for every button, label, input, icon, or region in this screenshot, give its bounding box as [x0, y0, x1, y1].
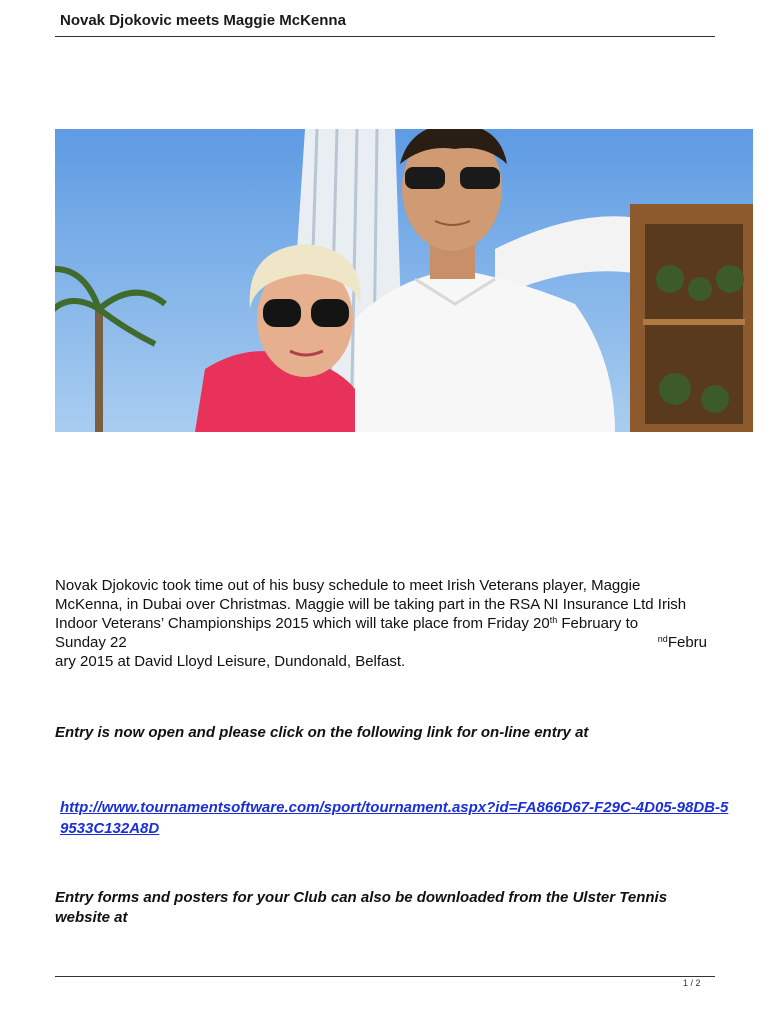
paragraph-line: [55, 633, 715, 652]
entry-open-notice: Entry is now open and please click on the following link for on-line entry at: [55, 724, 589, 741]
paragraph-fragment: Indoor Veterans’ Championships 2015 which will take place from Friday 20: [55, 615, 550, 632]
paragraph-line: ary 2015 at David Lloyd Leisure, Dundonald, Belfast.: [55, 653, 406, 670]
entry-forms-notice: Entry forms and posters for your Club can also be downloaded from the Ulster Tennis website at: [55, 889, 668, 926]
ordinal-superscript: th: [549, 615, 558, 625]
ordinal-superscript: nd: [657, 634, 668, 644]
paragraph-line: McKenna, in Dubai over Christmas. Maggie will be taking part in the RSA NI Insurance Ltd Irish: [55, 596, 687, 613]
paragraph-fragment: February to: [557, 615, 639, 632]
paragraph-line: [55, 614, 715, 633]
article-photo: [55, 129, 753, 432]
paragraph-fragment: Febru: [667, 634, 707, 651]
footer-divider: [55, 976, 715, 977]
page-title: Novak Djokovic meets Maggie McKenna: [60, 12, 346, 29]
page-number: 1 / 2: [683, 978, 701, 988]
article-paragraph: [55, 576, 715, 671]
header-divider: [55, 36, 715, 37]
paragraph-fragment-right: [658, 633, 707, 652]
paragraph-fragment: Sunday 22: [55, 634, 127, 651]
online-entry-link[interactable]: http://www.tournamentsoftware.com/sport/tournament.aspx?id=FA866D67-F29C-4D05-98DB-59533C132A8D: [60, 799, 729, 837]
paragraph-line: Novak Djokovic took time out of his busy schedule to meet Irish Veterans player, Maggie: [55, 577, 641, 594]
